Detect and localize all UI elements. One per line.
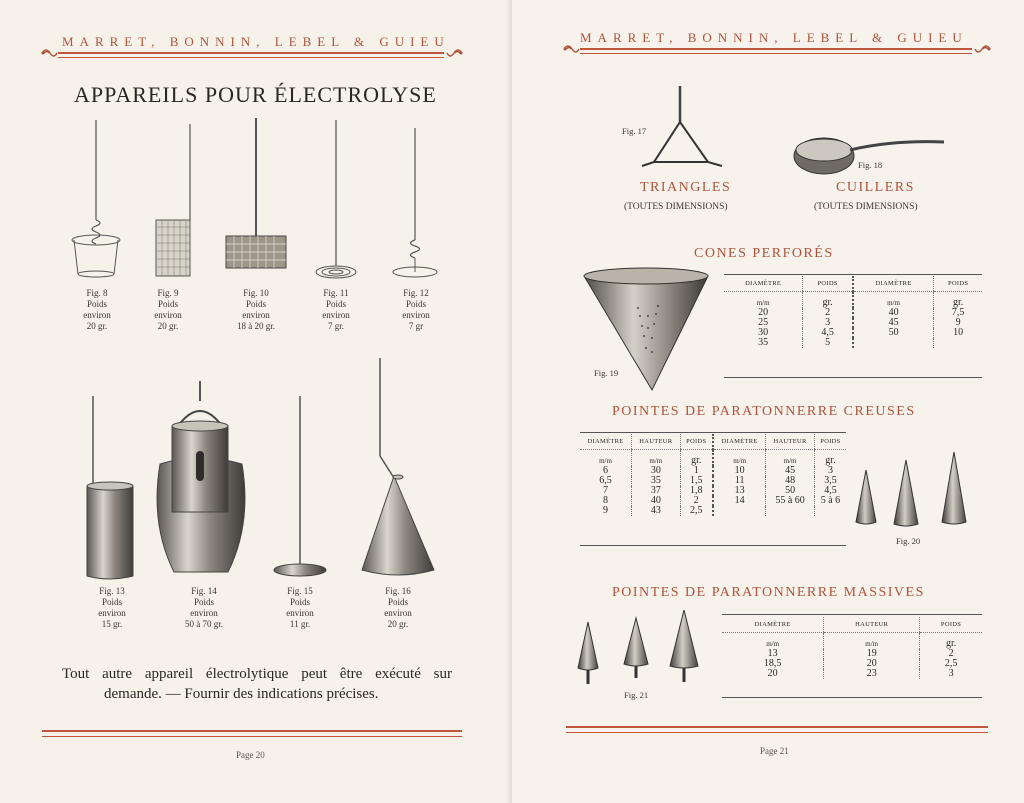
header-rule-thin bbox=[580, 53, 972, 54]
table-row: 18,5 20 2,5 bbox=[722, 659, 982, 669]
unit: m/m bbox=[599, 457, 612, 465]
left-ornament-icon bbox=[40, 46, 58, 60]
fig18-label: Fig. 18 bbox=[858, 160, 883, 170]
electrolysis-apparatus-top-illustrations bbox=[50, 112, 450, 287]
cones-header-poids: POIDS bbox=[803, 276, 853, 292]
table-row: 8 40 2 14 55 à 60 5 à 6 bbox=[580, 496, 846, 506]
footer-rule bbox=[42, 730, 462, 732]
massives-title: POINTES DE PARATONNERRE MASSIVES bbox=[612, 585, 925, 600]
massives-header-hauteur: HAUTEUR bbox=[824, 617, 920, 633]
page-number: Page 21 bbox=[760, 746, 789, 756]
figure-caption-11: Fig. 11 Poids environ 7 gr. bbox=[322, 288, 350, 331]
figure-caption-10: Fig. 10 Poids environ 18 à 20 gr. bbox=[237, 288, 275, 331]
unit: m/m bbox=[783, 457, 797, 465]
triangles-title: TRIANGLES bbox=[640, 180, 732, 195]
creuses-header-poids: POIDS bbox=[680, 434, 713, 450]
cones-header-diametre-2: DIAMÈTRE bbox=[853, 276, 934, 292]
footer-rule bbox=[566, 726, 988, 728]
massives-table bbox=[722, 617, 982, 679]
cones-header-poids-2: POIDS bbox=[934, 276, 982, 292]
right-ornament-icon bbox=[446, 46, 464, 60]
table-row: 20 2 40 7,5 bbox=[724, 308, 982, 318]
unit: gr. bbox=[691, 455, 702, 466]
table-row: 25 3 45 9 bbox=[724, 318, 982, 328]
unit: gr. bbox=[952, 297, 964, 308]
unit: m/m bbox=[887, 299, 901, 307]
header-rule bbox=[58, 52, 444, 54]
header-rule bbox=[580, 48, 972, 50]
cuillers-title: CUILLERS bbox=[836, 180, 915, 195]
massives-header-poids: POIDS bbox=[920, 617, 982, 633]
fig19-label: Fig. 19 bbox=[594, 368, 619, 378]
note-line-2: demande. — Fournir des indications précises. bbox=[104, 686, 379, 702]
figure-caption-15: Fig. 15 Poids environ 11 gr. bbox=[286, 586, 314, 629]
solid-points-illustration bbox=[572, 606, 712, 690]
figure-caption-9: Fig. 9 Poids environ 20 gr. bbox=[154, 288, 182, 331]
table-row: 6 30 1 10 45 3 bbox=[580, 466, 846, 476]
table-row: 9 43 2,5 bbox=[580, 506, 846, 516]
unit: gr. bbox=[822, 297, 833, 308]
creuses-header-diametre-2: DIAMÈTRE bbox=[713, 434, 766, 450]
massives-header-diametre: DIAMÈTRE bbox=[722, 617, 824, 633]
fig17-label: Fig. 17 bbox=[622, 126, 647, 136]
right-ornament-icon bbox=[974, 42, 992, 56]
figure-caption-12: Fig. 12 Poids environ 7 gr bbox=[402, 288, 430, 331]
creuses-header-hauteur-2: HAUTEUR bbox=[766, 434, 815, 450]
hollow-points-illustration bbox=[852, 448, 976, 530]
cones-table bbox=[724, 276, 982, 348]
electrolysis-apparatus-bottom-illustrations bbox=[60, 356, 450, 586]
figure-caption-8: Fig. 8 Poids environ 20 gr. bbox=[83, 288, 111, 331]
creuses-header-hauteur: HAUTEUR bbox=[632, 434, 681, 450]
figure-caption-16: Fig. 16 Poids environ 20 gr. bbox=[384, 586, 412, 629]
left-header-text: MARRET, BONNIN, LEBEL & GUIEU bbox=[62, 34, 450, 49]
table-row: 35 5 bbox=[724, 338, 982, 348]
right-page bbox=[512, 0, 1024, 803]
unit: gr. bbox=[945, 638, 957, 649]
fig20-label: Fig. 20 bbox=[896, 536, 921, 546]
unit: m/m bbox=[865, 640, 879, 648]
page-title: APPAREILS POUR ÉLECTROLYSE bbox=[74, 82, 437, 107]
figure-caption-14: Fig. 14 Poids environ 50 à 70 gr. bbox=[185, 586, 223, 629]
triangle-and-spoon-illustrations bbox=[632, 84, 972, 184]
cones-title: CONES PERFORÉS bbox=[694, 246, 834, 261]
left-ornament-icon bbox=[562, 42, 580, 56]
creuses-table bbox=[580, 434, 846, 516]
table-row: 13 19 2 bbox=[722, 649, 982, 659]
figure-caption-13: Fig. 13 Poids environ 15 gr. bbox=[98, 586, 126, 629]
creuses-title: POINTES DE PARATONNERRE CREUSES bbox=[612, 404, 916, 419]
fig21-label: Fig. 21 bbox=[624, 690, 649, 700]
unit: gr. bbox=[825, 455, 836, 466]
creuses-header-poids-2: POIDS bbox=[814, 434, 846, 450]
footer-rule-thin bbox=[42, 736, 462, 737]
unit: m/m bbox=[766, 640, 780, 648]
unit: m/m bbox=[756, 299, 770, 307]
cones-header-diametre: DIAMÈTRE bbox=[724, 276, 803, 292]
cuillers-subtitle: (TOUTES DIMENSIONS) bbox=[814, 202, 918, 212]
table-row: 6,5 35 1,5 11 48 3,5 bbox=[580, 476, 846, 486]
header-rule-thin bbox=[58, 57, 444, 58]
table-row: 30 4,5 50 10 bbox=[724, 328, 982, 338]
unit: m/m bbox=[649, 457, 663, 465]
table-row: 20 23 3 bbox=[722, 669, 982, 679]
unit: m/m bbox=[733, 457, 747, 465]
page-number: Page 20 bbox=[236, 750, 265, 760]
table-row: 7 37 1,8 13 50 4,5 bbox=[580, 486, 846, 496]
triangles-subtitle: (TOUTES DIMENSIONS) bbox=[624, 202, 728, 212]
right-header-text: MARRET, BONNIN, LEBEL & GUIEU bbox=[580, 30, 968, 45]
footer-rule-thin bbox=[566, 732, 988, 733]
creuses-header-diametre: DIAMÈTRE bbox=[580, 434, 632, 450]
note-line-1: Tout autre appareil électrolytique peut être exécuté sur bbox=[62, 666, 452, 682]
